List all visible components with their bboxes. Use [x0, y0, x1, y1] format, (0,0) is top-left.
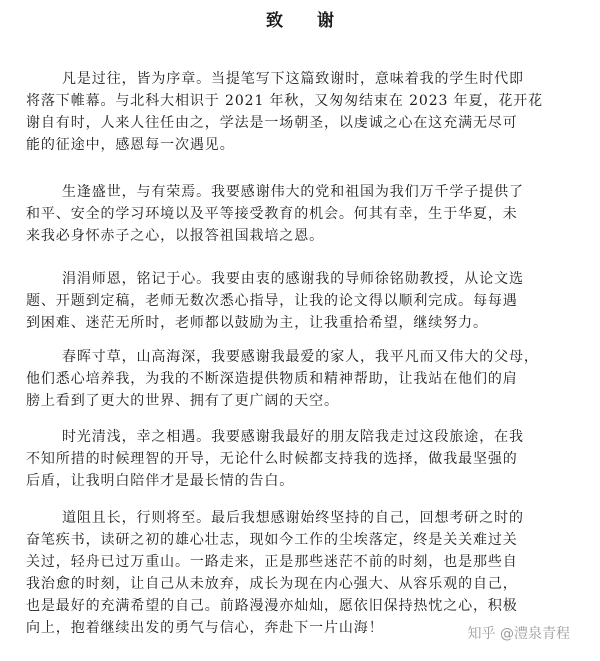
text-line: 涓涓师恩，铭记于心。我要由衷的感谢我的导师徐铭勋教授，从论文选 [62, 271, 524, 287]
paragraph-4 [26, 346, 574, 412]
text-line: 题、开题到定稿，老师无数次悉心指导，让我的论文得以顺利完成。每每遇 [26, 293, 518, 309]
text-line: 凡是过往，皆为序章。当提笔写下这篇致谢时，意味着我的学生时代即 [62, 71, 524, 87]
text-line: 我治愈的时刻，让自己从未放弃，成长为现在内心强大、从容乐观的自己， [26, 576, 518, 592]
paragraph-2 [26, 181, 574, 247]
text-line: 后盾，让我明白陪伴才是最长情的告白。 [26, 473, 295, 489]
text-line: 谢自有时，人来人往任由之，学法是一场朝圣，以虔诚之心在这充满无尽可 [26, 115, 518, 131]
paragraph-6 [26, 507, 574, 639]
text-line: 生逢盛世，与有荣焉。我要感谢伟大的党和祖国为我们万千学子提供了 [62, 184, 524, 200]
text-line: 道阻且长，行则将至。最后我想感谢始终坚持的自己，回想考研之时的 [62, 510, 524, 526]
text-line: 能的征途中，感恩每一次遇见。 [26, 137, 235, 153]
paragraph-1 [26, 68, 574, 156]
text-line: 和平、安全的学习环境以及平等接受教育的机会。何其有幸，生于华夏，未 [26, 206, 518, 222]
text-line: 不知所措的时候理智的开导，无论什么时候都支持我的选择，做我最坚强的 [26, 451, 518, 467]
text-line: 他们悉心培养我，为我的不断深造提供物质和精神帮助，让我站在他们的肩 [26, 371, 518, 387]
page-title: 致 谢 [266, 11, 348, 31]
text-line: 奋笔疾书，读研之初的雄心壮志，现如今工作的尘埃落定，终是关关难过关 [26, 532, 518, 548]
text-line: 时光清浅，幸之相遇。我要感谢我最好的朋友陪我走过这段旅途，在我 [62, 429, 524, 445]
text-line: 膀上看到了更大的世界、拥有了更广阔的天空。 [26, 393, 339, 409]
paragraph-3 [26, 268, 574, 334]
text-line: 来我必身怀赤子之心，以报答祖国栽培之恩。 [26, 228, 324, 244]
text-line: 将落下帷幕。与北科大相识于 2021 年秋，又匆匆结束在 2023 年夏，花开花 [26, 93, 544, 109]
text-line: 春晖寸草，山高海深，我要感谢我最爱的家人，我平凡而又伟大的父母， [62, 349, 539, 365]
text-line: 向上，抱着继续出发的勇气与信心，奔赴下一片山海！ [26, 620, 384, 636]
paragraph-5 [26, 426, 574, 492]
text-line: 到困难、迷茫无所时，老师都以鼓励为主，让我重拾希望，继续努力。 [26, 315, 488, 331]
text-line: 关过，轻舟已过万重山。一路走来，正是那些迷茫不前的时刻，也是那些自 [26, 554, 518, 570]
watermark: 知乎 @澧泉青程 [467, 626, 570, 642]
text-line: 也是最好的充满希望的自己。前路漫漫亦灿灿，愿依旧保持热忱之心，积极 [26, 598, 518, 614]
